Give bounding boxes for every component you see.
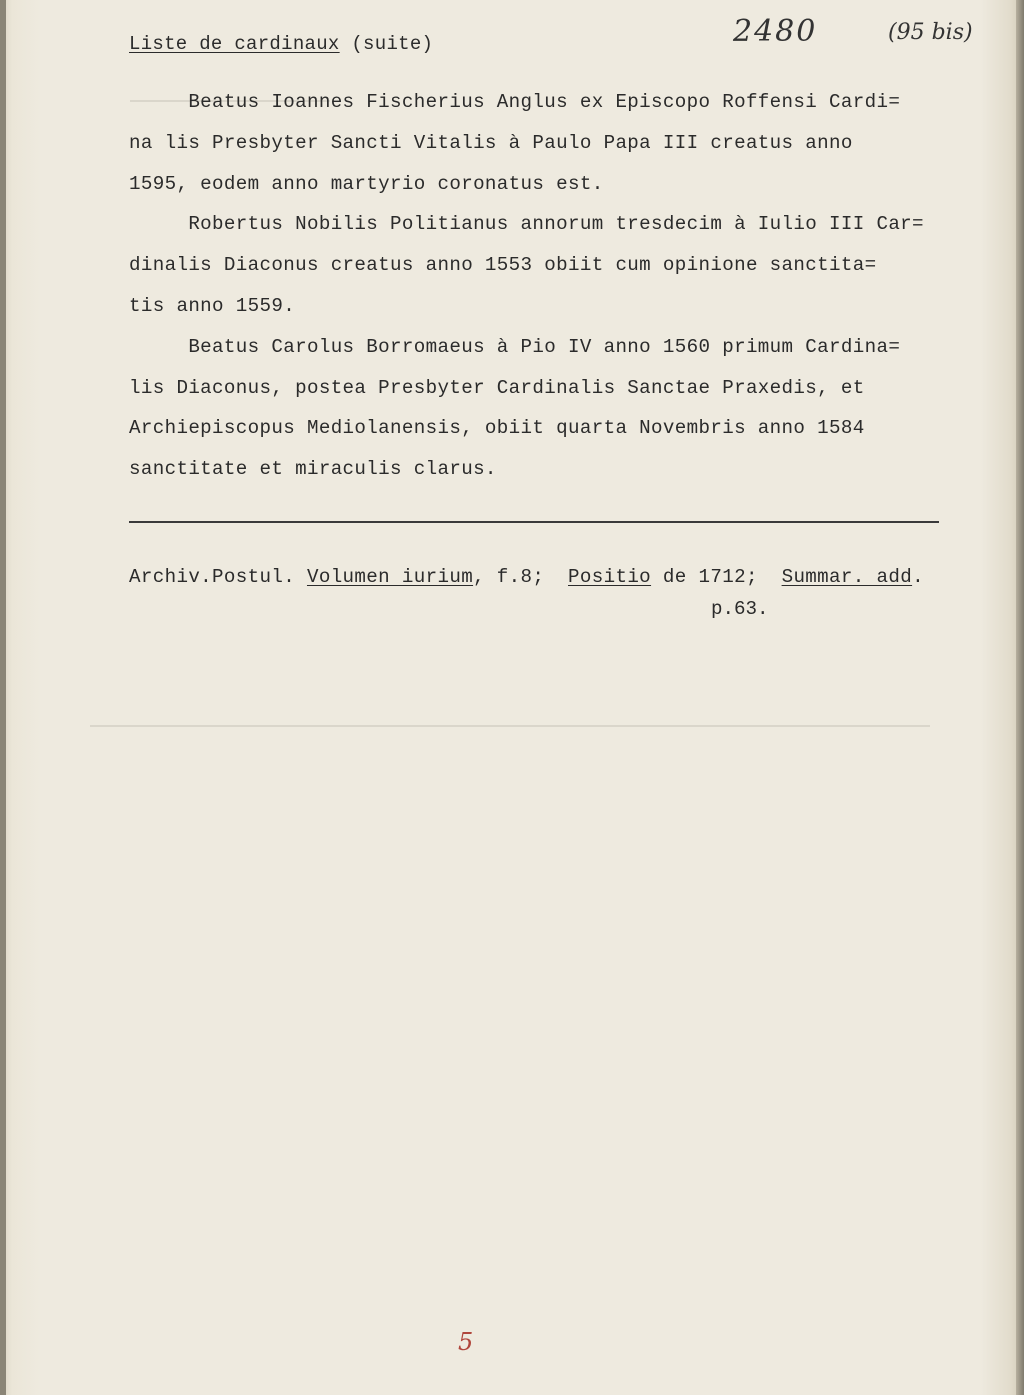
text-line: 1595, eodem anno martyrio coronatus est.	[129, 172, 604, 195]
reference-summarium: Summar. add	[781, 566, 913, 588]
section-divider	[129, 521, 939, 523]
paragraph-nobilis	[129, 204, 959, 326]
reference-prefix: Archiv.Postul.	[129, 566, 307, 588]
handwritten-number: 2480	[733, 14, 818, 49]
reference-page: p.63.	[711, 598, 769, 620]
body-text	[129, 82, 959, 490]
header-title: Liste de cardinaux	[129, 33, 340, 55]
archive-reference	[129, 557, 924, 597]
reference-volumen: Volumen iurium	[306, 566, 474, 588]
text-line: Beatus Carolus Borromaeus à Pio IV anno 1560 primum Cardina=	[129, 335, 901, 358]
reference-end: .	[912, 566, 924, 588]
page-right-edge	[1016, 0, 1024, 1395]
reference-folio: , f.8;	[473, 566, 568, 588]
text-line: sanctitate et miraculis clarus.	[129, 458, 497, 481]
text-line: Robertus Nobilis Politianus annorum tresdecim à Iulio III Car=	[129, 213, 924, 236]
handwritten-note: (95 bis)	[888, 20, 973, 45]
reference-positio: Positio	[568, 566, 652, 588]
reference-year: de 1712;	[651, 566, 782, 588]
text-line: dinalis Diaconus creatus anno 1553 obiit cum opinione sanctita=	[129, 254, 877, 277]
bleed-through-rule	[90, 725, 930, 727]
text-line: tis anno 1559.	[129, 294, 296, 317]
text-line: na lis Presbyter Sancti Vitalis à Paulo Papa III creatus anno	[129, 131, 853, 154]
text-line: Beatus Ioannes Fischerius Anglus ex Episcopo Roffensi Cardi=	[129, 91, 901, 113]
folio-number: 5	[458, 1328, 474, 1356]
paragraph-fischerius	[129, 82, 959, 204]
paragraph-borromaeus	[129, 327, 959, 490]
text-line: lis Diaconus, postea Presbyter Cardinalis Sanctae Praxedis, et	[129, 376, 865, 399]
header-title-suffix: (suite)	[339, 33, 434, 55]
page-left-edge	[0, 0, 6, 1395]
page-header	[129, 33, 433, 55]
text-line: Archiepiscopus Mediolanensis, obiit quarta Novembris anno 1584	[129, 417, 865, 440]
